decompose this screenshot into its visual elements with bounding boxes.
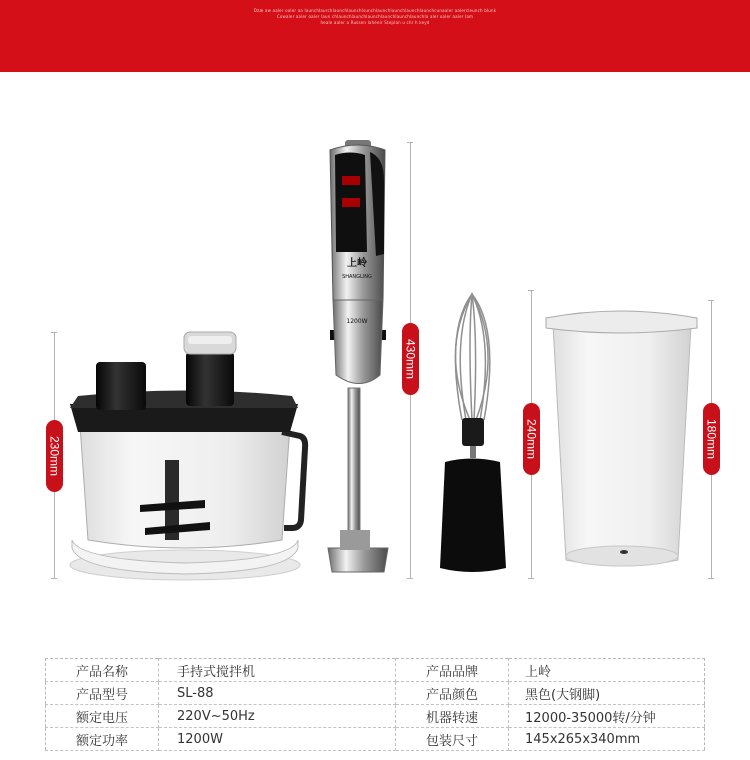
spec-table (45, 658, 705, 751)
spec-key: 产品名称 (46, 659, 159, 682)
spec-value: 黑色(大钢脚) (509, 682, 705, 705)
measuring-cup-image (546, 311, 697, 566)
table-row (46, 659, 705, 682)
table-row (46, 682, 705, 705)
food-processor-image (70, 332, 305, 580)
spec-key: 额定功率 (46, 728, 159, 751)
blender-wattage-text: 1200W (346, 318, 368, 325)
top-banner (0, 0, 750, 72)
spec-key: 机器转速 (396, 705, 509, 728)
spec-value: 145x265x340mm (509, 728, 705, 751)
spec-value: 手持式搅拌机 (159, 659, 396, 682)
spec-value: 1200W (159, 728, 396, 751)
blender-height-badge: 430mm (402, 323, 419, 395)
spec-key: 产品品牌 (396, 659, 509, 682)
spec-key: 包装尺寸 (396, 728, 509, 751)
table-row (46, 728, 705, 751)
product-illustrations (0, 120, 750, 590)
whisk-attachment-image (440, 294, 506, 572)
cup-height-badge: 180mm (703, 403, 720, 475)
spec-value: 12000-35000转/分钟 (509, 705, 705, 728)
banner-text-line: heale aaler a Russen laheeir Steplan u chr h keyd (320, 20, 430, 25)
spec-key: 额定电压 (46, 705, 159, 728)
spec-key: 产品颜色 (396, 682, 509, 705)
processor-height-badge: 230mm (46, 420, 63, 492)
spec-value: 220V~50Hz (159, 705, 396, 728)
blender-brand-subtext: SHANGLING (342, 274, 372, 280)
blender-brand-text: 上岭 (347, 258, 367, 269)
banner-text-line: Dzæ aw aaler oaler aa launchlaurchlaunchlaunchlsunchlaunchlaunchlaunchlaunchcunaaler aalercleunch blunk (253, 8, 497, 13)
immersion-blender-image (328, 140, 388, 572)
spec-key: 产品型号 (46, 682, 159, 705)
spec-value: 上岭 (509, 659, 705, 682)
spec-value: SL-88 (159, 682, 396, 705)
table-row (46, 705, 705, 728)
whisk-height-badge: 240mm (523, 403, 540, 475)
banner-text-line: Cowaler aaler oaler laun chlaunchlaunchlaunchlaunchlaunchlaunchla aler oaler aaler lam (276, 14, 474, 19)
